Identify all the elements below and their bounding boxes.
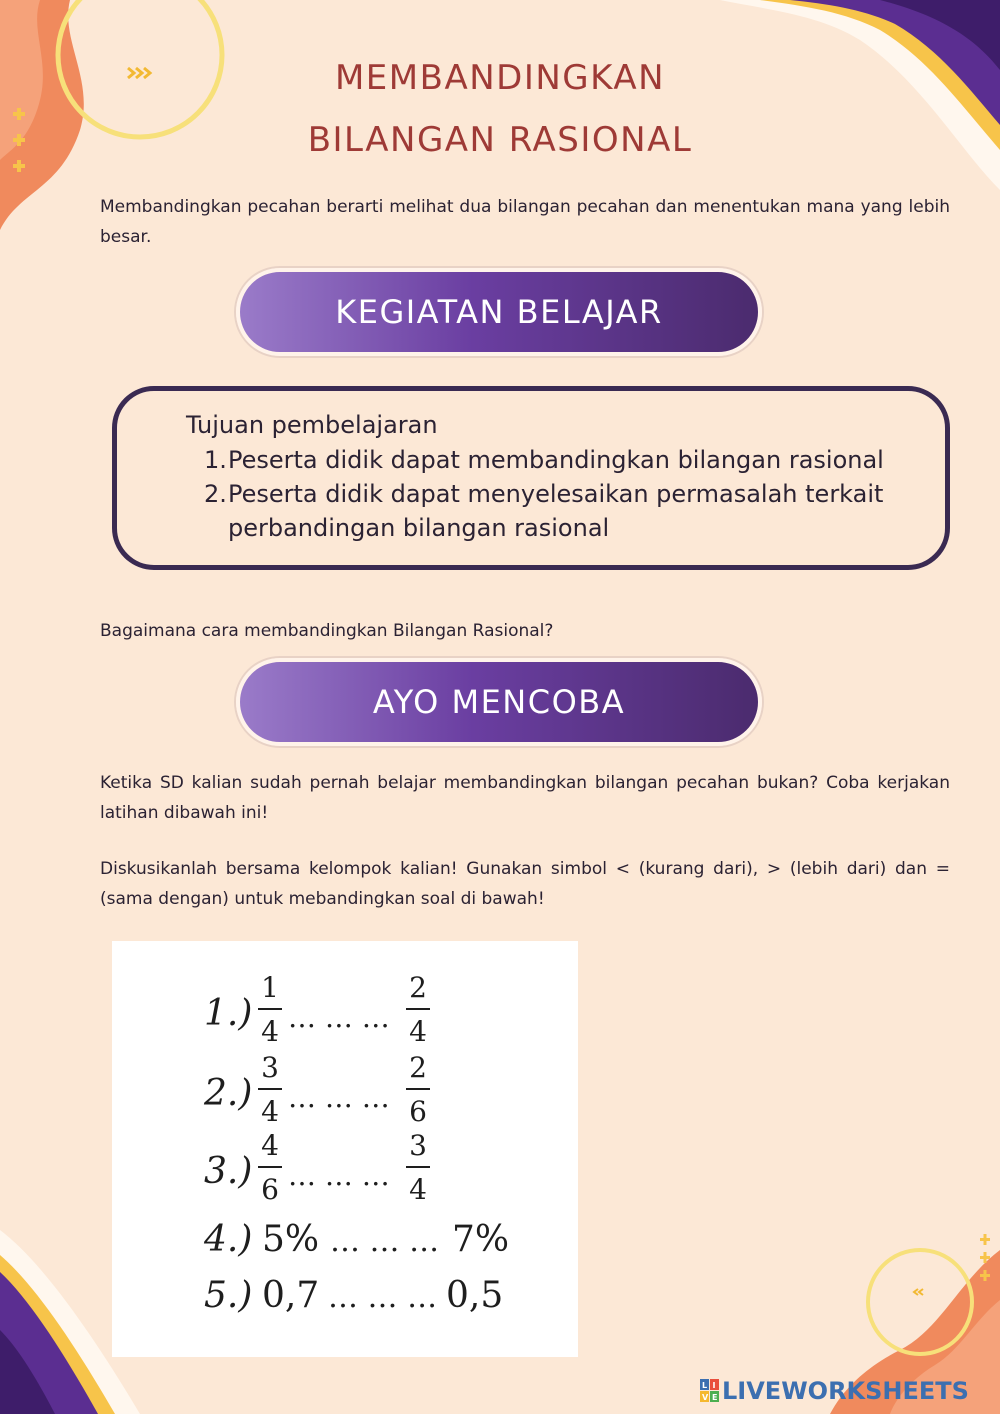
comparison-dots: … … … bbox=[288, 1081, 390, 1114]
svg-text:V: V bbox=[702, 1393, 709, 1402]
comparison-dots: … … … bbox=[330, 1224, 440, 1259]
goal-2-text-line1: Peserta didik dapat menyelesaikan permasalah terkait bbox=[228, 480, 884, 508]
exercise-label: 5.) bbox=[204, 1275, 253, 1316]
fraction-denominator: 4 bbox=[409, 1015, 427, 1048]
banner-ayo-mencoba bbox=[236, 658, 762, 746]
goal-2-number: 2. bbox=[204, 480, 227, 508]
comparison-dots: … … … bbox=[288, 1001, 390, 1034]
banner-label: AYO MENCOBA bbox=[372, 683, 626, 721]
exercise-label: 3.) bbox=[204, 1151, 253, 1192]
banner-kegiatan-belajar bbox=[236, 268, 762, 356]
goal-1-number: 1. bbox=[204, 446, 227, 474]
instruction-paragraph-1: Ketika SD kalian sudah pernah belajar membandingkan bilangan pecahan bukan? Coba kerjakan latihan dibawah ini! bbox=[100, 773, 950, 823]
svg-text:E: E bbox=[712, 1393, 718, 1402]
exercise-item-1 bbox=[204, 971, 430, 1048]
banner-label: KEGIATAN BELAJAR bbox=[335, 293, 663, 331]
exercise-item-2 bbox=[203, 1051, 430, 1128]
exercise-label: 2.) bbox=[204, 1073, 253, 1114]
left-value: 0,7 bbox=[262, 1275, 320, 1316]
fraction-denominator: 6 bbox=[261, 1173, 279, 1206]
page-title-line2: BILANGAN RASIONAL bbox=[307, 120, 693, 160]
right-value: 7% bbox=[452, 1219, 510, 1260]
exercise-card bbox=[112, 941, 578, 1357]
fraction-numerator: 4 bbox=[261, 1129, 279, 1162]
goals-heading: Tujuan pembelajaran bbox=[186, 411, 438, 439]
exercise-item-5 bbox=[204, 1275, 503, 1316]
fraction-denominator: 4 bbox=[409, 1173, 427, 1206]
exercise-list bbox=[112, 941, 578, 1357]
fraction-numerator: 2 bbox=[409, 971, 427, 1004]
svg-text:L: L bbox=[702, 1381, 708, 1390]
fraction-denominator: 4 bbox=[261, 1015, 279, 1048]
fraction-numerator: 3 bbox=[409, 1129, 427, 1162]
exercise-item-4 bbox=[203, 1219, 509, 1260]
fraction-denominator: 4 bbox=[261, 1095, 279, 1128]
liveworksheets-logo-icon bbox=[700, 1379, 720, 1403]
goal-1-text: Peserta didik dapat membandingkan bilangan rasional bbox=[228, 446, 884, 474]
fraction-numerator: 2 bbox=[409, 1051, 427, 1084]
fraction-numerator: 1 bbox=[261, 971, 279, 1004]
goal-2-text-line2: perbandingan bilangan rasional bbox=[228, 514, 610, 542]
intro-paragraph: Membandingkan pecahan berarti melihat dua bilangan pecahan dan menentukan mana yang lebih besar. bbox=[100, 197, 950, 247]
exercise-label: 1.) bbox=[204, 993, 253, 1034]
page-title-line1: MEMBANDINGKAN bbox=[334, 58, 666, 98]
chevrons-mark-bottom bbox=[914, 1289, 923, 1295]
exercise-item-3 bbox=[204, 1129, 430, 1206]
fraction-denominator: 6 bbox=[409, 1095, 427, 1128]
fraction-numerator: 3 bbox=[261, 1051, 279, 1084]
left-value: 5% bbox=[262, 1219, 320, 1260]
instruction-paragraph-2: Diskusikanlah bersama kelompok kalian! Gunakan simbol < (kurang dari), > (lebih dari) dan = (sama dengan) untuk mebandingkan soal di bawah! bbox=[100, 859, 950, 909]
svg-text:I: I bbox=[712, 1381, 716, 1390]
comparison-dots: … … … bbox=[328, 1280, 438, 1315]
liveworksheets-text: LIVEWORKSHEETS bbox=[722, 1377, 969, 1405]
right-value: 0,5 bbox=[446, 1275, 504, 1316]
exercise-label: 4.) bbox=[204, 1219, 253, 1260]
comparison-dots: … … … bbox=[288, 1159, 390, 1192]
liveworksheets-brand[interactable] bbox=[700, 1376, 969, 1406]
question-text: Bagaimana cara membandingkan Bilangan Rasional? bbox=[100, 621, 554, 641]
